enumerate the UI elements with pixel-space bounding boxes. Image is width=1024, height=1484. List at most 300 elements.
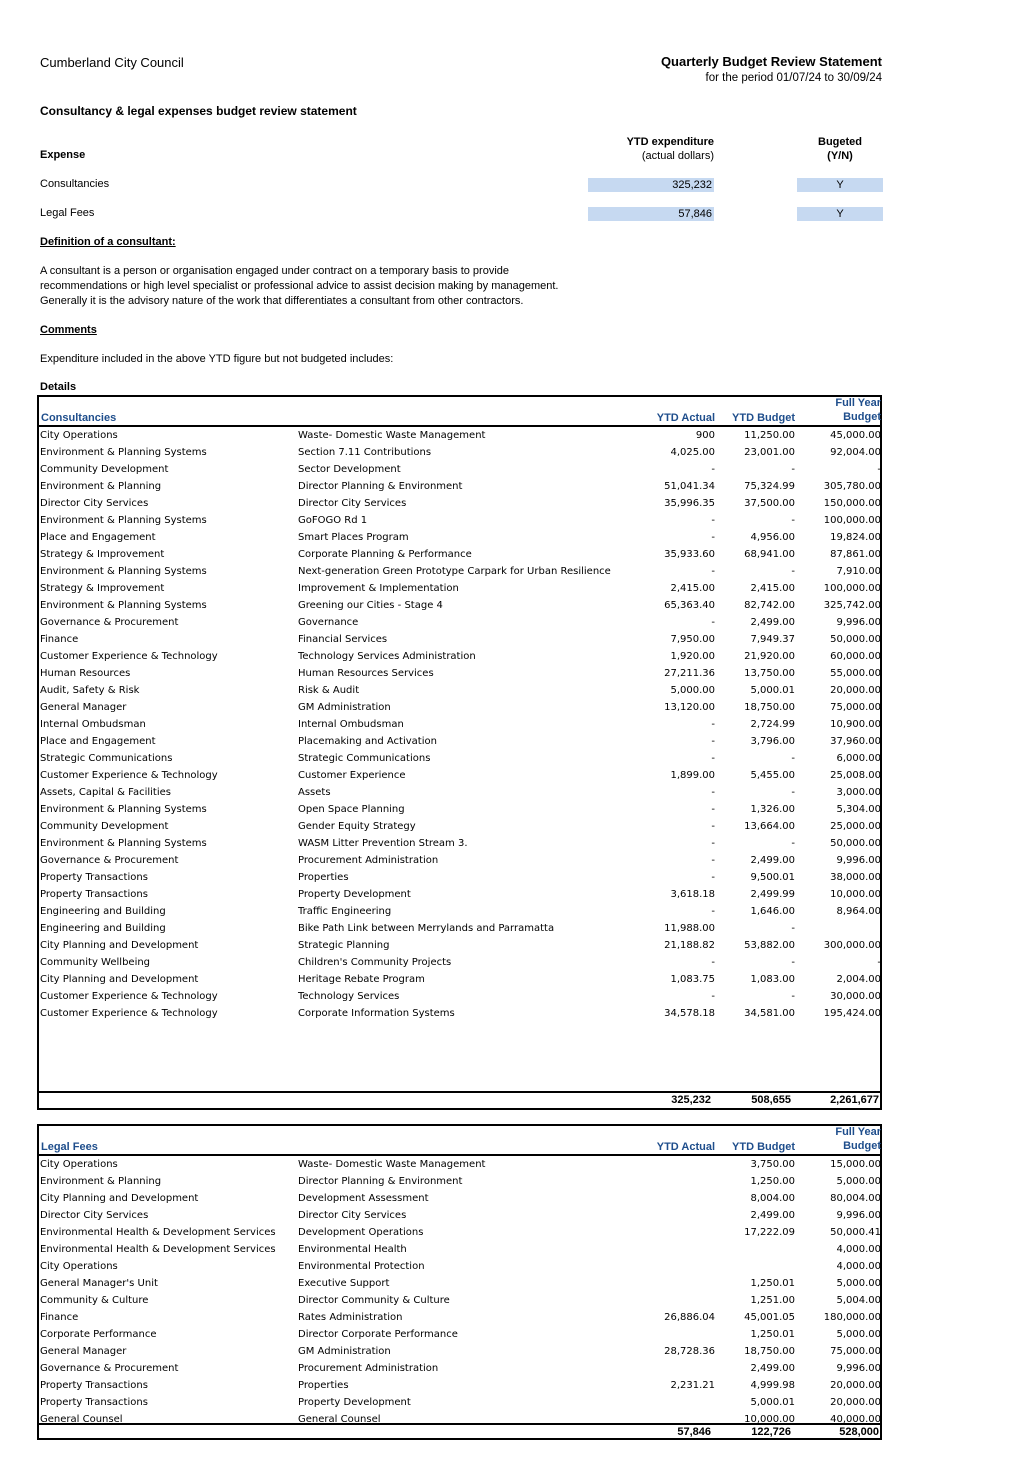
cell-full-year-budget: 87,861.00 <box>830 549 881 560</box>
cell-ytd-actual: - <box>711 736 715 747</box>
cell-ytd-actual: 3,618.18 <box>670 889 715 900</box>
cell-department: City Operations <box>40 1159 118 1170</box>
table-row <box>39 852 880 869</box>
cell-department: Property Transactions <box>40 889 148 900</box>
cell-project: Financial Services <box>298 634 388 645</box>
legal-fees-rows <box>39 1156 880 1428</box>
cell-project: Improvement & Implementation <box>298 583 459 594</box>
cell-ytd-actual: - <box>711 753 715 764</box>
cell-department: Finance <box>40 1312 79 1323</box>
table-row <box>39 1326 880 1343</box>
cell-project: Strategic Planning <box>298 940 390 951</box>
cell-full-year-budget: 9,996.00 <box>836 855 881 866</box>
cell-department: Environmental Health & Development Services <box>40 1244 276 1255</box>
cell-ytd-budget: 5,000.01 <box>750 1397 795 1408</box>
cell-project: Properties <box>298 872 349 883</box>
cell-ytd-budget: 4,956.00 <box>750 532 795 543</box>
cell-ytd-actual: 1,920.00 <box>670 651 715 662</box>
cell-ytd-budget: 13,664.00 <box>744 821 795 832</box>
table-row <box>39 1173 880 1190</box>
cell-project: Director City Services <box>298 1210 407 1221</box>
cell-department: Property Transactions <box>40 1397 148 1408</box>
legal-fees-total-ytd: 57,846 <box>677 1426 711 1438</box>
cell-full-year-budget: 9,996.00 <box>836 1210 881 1221</box>
ytd-actual-header: YTD Actual <box>656 412 715 424</box>
consultancies-table-header <box>39 397 880 427</box>
cell-project: Property Development <box>298 1397 411 1408</box>
table-row <box>39 597 880 614</box>
consultancies-totals-row <box>39 1091 880 1108</box>
cell-ytd-budget: - <box>791 787 795 798</box>
cell-ytd-actual: 1,083.75 <box>670 974 715 985</box>
table-row <box>39 682 880 699</box>
cell-ytd-budget: 1,251.00 <box>750 1295 795 1306</box>
council-name: Cumberland City Council <box>40 55 184 70</box>
cell-ytd-budget: 53,882.00 <box>744 940 795 951</box>
cell-department: General Manager's Unit <box>40 1278 158 1289</box>
cell-ytd-actual: - <box>711 719 715 730</box>
cell-department: Customer Experience & Technology <box>40 1008 218 1019</box>
cell-ytd-budget: 2,499.00 <box>750 617 795 628</box>
table-row <box>39 1005 880 1022</box>
cell-project: Waste- Domestic Waste Management <box>298 1159 486 1170</box>
cell-ytd-actual: 7,950.00 <box>670 634 715 645</box>
cell-full-year-budget: 150,000.00 <box>823 498 881 509</box>
table-row <box>39 1292 880 1309</box>
cell-department: Community & Culture <box>40 1295 149 1306</box>
cell-full-year-budget: 20,000.00 <box>830 1380 881 1391</box>
cell-department: Strategy & Improvement <box>40 583 165 594</box>
cell-ytd-budget: 1,646.00 <box>750 906 795 917</box>
cell-full-year-budget: 305,780.00 <box>823 481 881 492</box>
cell-project: Customer Experience <box>298 770 406 781</box>
cell-full-year-budget: 5,000.00 <box>836 1278 881 1289</box>
cell-project: Director Corporate Performance <box>298 1329 458 1340</box>
cell-ytd-actual: 11,988.00 <box>664 923 715 934</box>
consultancies-table-title: Consultancies <box>41 412 117 424</box>
cell-ytd-budget: 18,750.00 <box>744 702 795 713</box>
table-row <box>39 1360 880 1377</box>
table-row <box>39 614 880 631</box>
cell-ytd-budget: 5,455.00 <box>750 770 795 781</box>
legal-fees-table-title: Legal Fees <box>41 1141 98 1153</box>
cell-ytd-budget: 34,581.00 <box>744 1008 795 1019</box>
full-year-header-line1: Full Year <box>835 1126 881 1138</box>
cell-full-year-budget: 92,004.00 <box>830 447 881 458</box>
cell-ytd-budget: 7,949.37 <box>750 634 795 645</box>
table-row <box>39 529 880 546</box>
cell-ytd-budget: - <box>791 464 795 475</box>
cell-full-year-budget: 4,000.00 <box>836 1261 881 1272</box>
definition-line: Generally it is the advisory nature of the work that differentiates a consultant from other contractors. <box>40 295 524 307</box>
cell-full-year-budget: 7,910.00 <box>836 566 881 577</box>
cell-project: Bike Path Link between Merrylands and Parramatta <box>298 923 555 934</box>
column-divider <box>881 1156 882 1428</box>
legal-fees-total-full: 528,000 <box>839 1426 879 1438</box>
budgeted-header-line2: (Y/N) <box>827 150 853 162</box>
cell-department: Corporate Performance <box>40 1329 157 1340</box>
cell-department: City Operations <box>40 1261 118 1272</box>
cell-full-year-budget: 5,004.00 <box>836 1295 881 1306</box>
cell-full-year-budget: 180,000.00 <box>823 1312 881 1323</box>
cell-department: City Planning and Development <box>40 1193 199 1204</box>
cell-department: Governance & Procurement <box>40 617 179 628</box>
cell-ytd-actual: 34,578.18 <box>664 1008 715 1019</box>
cell-department: Strategic Communications <box>40 753 173 764</box>
table-row <box>39 1258 880 1275</box>
cell-full-year-budget: 5,000.00 <box>836 1329 881 1340</box>
cell-full-year-budget: 80,004.00 <box>830 1193 881 1204</box>
cell-project: Properties <box>298 1380 349 1391</box>
cell-full-year-budget: 9,996.00 <box>836 617 881 628</box>
cell-ytd-actual: 2,231.21 <box>670 1380 715 1391</box>
table-row <box>39 1377 880 1394</box>
comments-title: Comments <box>40 324 97 336</box>
ytd-budget-header: YTD Budget <box>732 412 795 424</box>
cell-department: Property Transactions <box>40 872 148 883</box>
cell-ytd-budget: 1,250.00 <box>750 1176 795 1187</box>
cell-ytd-actual: 65,363.40 <box>664 600 715 611</box>
cell-ytd-actual: 2,415.00 <box>670 583 715 594</box>
cell-ytd-actual: - <box>711 804 715 815</box>
cell-project: Technology Services <box>298 991 400 1002</box>
ytd-budget-header: YTD Budget <box>732 1141 795 1153</box>
cell-department: Governance & Procurement <box>40 855 179 866</box>
table-row <box>39 716 880 733</box>
table-row <box>39 937 880 954</box>
cell-department: Environment & Planning Systems <box>40 447 207 458</box>
table-row <box>39 427 880 444</box>
cell-full-year-budget: 55,000.00 <box>830 668 881 679</box>
cell-full-year-budget: 50,000.41 <box>830 1227 881 1238</box>
cell-project: Director City Services <box>298 498 407 509</box>
cell-full-year-budget: 5,000.00 <box>836 1176 881 1187</box>
cell-project: Waste- Domestic Waste Management <box>298 430 486 441</box>
cell-department: Property Transactions <box>40 1380 148 1391</box>
cell-full-year-budget: 195,424.00 <box>823 1008 881 1019</box>
cell-ytd-budget: 10,000.00 <box>744 1414 795 1425</box>
cell-ytd-budget: 2,499.99 <box>750 889 795 900</box>
cell-ytd-actual: 51,041.34 <box>664 481 715 492</box>
cell-ytd-actual: 35,933.60 <box>664 549 715 560</box>
legal-fees-table <box>37 1124 882 1440</box>
cell-ytd-budget: 2,724.99 <box>750 719 795 730</box>
cell-department: City Planning and Development <box>40 940 199 951</box>
cell-project: Smart Places Program <box>298 532 409 543</box>
table-row <box>39 750 880 767</box>
cell-full-year-budget: 100,000.00 <box>823 515 881 526</box>
cell-project: Gender Equity Strategy <box>298 821 416 832</box>
table-row <box>39 988 880 1005</box>
cell-project: Open Space Planning <box>298 804 405 815</box>
table-row <box>39 699 880 716</box>
table-row <box>39 665 880 682</box>
cell-department: Place and Engagement <box>40 532 156 543</box>
cell-department: Environment & Planning <box>40 481 162 492</box>
cell-ytd-actual: - <box>711 464 715 475</box>
table-row <box>39 563 880 580</box>
legal-fees-table-header <box>39 1126 880 1156</box>
cell-project: Strategic Communications <box>298 753 431 764</box>
cell-full-year-budget: 75,000.00 <box>830 702 881 713</box>
table-row <box>39 1224 880 1241</box>
legal-fees-totals-row <box>39 1423 880 1440</box>
cell-project: Director Community & Culture <box>298 1295 450 1306</box>
cell-ytd-budget: 75,324.99 <box>744 481 795 492</box>
cell-full-year-budget: 325,742.00 <box>823 600 881 611</box>
summary-label-legal-fees: Legal Fees <box>40 207 95 219</box>
full-year-budget-header <box>809 396 881 424</box>
cell-project: Executive Support <box>298 1278 390 1289</box>
cell-ytd-budget: 3,796.00 <box>750 736 795 747</box>
cell-ytd-actual: 5,000.00 <box>670 685 715 696</box>
cell-project: Traffic Engineering <box>298 906 392 917</box>
cell-full-year-budget: 3,000.00 <box>836 787 881 798</box>
cell-full-year-budget: 4,000.00 <box>836 1244 881 1255</box>
cell-full-year-budget: 60,000.00 <box>830 651 881 662</box>
cell-department: Community Development <box>40 821 169 832</box>
cell-full-year-budget: 37,960.00 <box>830 736 881 747</box>
table-row <box>39 512 880 529</box>
cell-ytd-budget: - <box>791 753 795 764</box>
cell-project: Section 7.11 Contributions <box>298 447 432 458</box>
cell-project: Internal Ombudsman <box>298 719 404 730</box>
cell-project: Greening our Cities - Stage 4 <box>298 600 443 611</box>
cell-ytd-actual: - <box>711 532 715 543</box>
cell-department: Director City Services <box>40 1210 149 1221</box>
cell-ytd-budget: 2,499.00 <box>750 1210 795 1221</box>
cell-project: Human Resources Services <box>298 668 434 679</box>
table-row <box>39 886 880 903</box>
cell-full-year-budget: 8,964.00 <box>836 906 881 917</box>
definition-line: recommendations or high level specialist or professional advice to assist decision making by management. <box>40 280 559 292</box>
cell-ytd-budget: 17,222.09 <box>744 1227 795 1238</box>
cell-ytd-actual: 28,728.36 <box>664 1346 715 1357</box>
summary-ytd-legal-fees: 57,846 <box>588 207 714 221</box>
cell-full-year-budget: 100,000.00 <box>823 583 881 594</box>
cell-ytd-budget: - <box>791 991 795 1002</box>
cell-project: GM Administration <box>298 702 391 713</box>
full-year-header-line2: Budget <box>843 1140 881 1152</box>
cell-project: Procurement Administration <box>298 855 439 866</box>
cell-ytd-budget: 1,250.01 <box>750 1329 795 1340</box>
cell-department: Environment & Planning <box>40 1176 162 1187</box>
cell-ytd-budget: 2,499.00 <box>750 855 795 866</box>
cell-full-year-budget: - <box>877 464 881 475</box>
cell-ytd-budget: 18,750.00 <box>744 1346 795 1357</box>
cell-ytd-budget: 4,999.98 <box>750 1380 795 1391</box>
definition-title: Definition of a consultant: <box>40 236 176 248</box>
cell-ytd-budget: 1,326.00 <box>750 804 795 815</box>
full-year-header-line1: Full Year <box>835 397 881 409</box>
cell-ytd-actual: - <box>711 991 715 1002</box>
cell-full-year-budget: 9,996.00 <box>836 1363 881 1374</box>
table-row <box>39 784 880 801</box>
cell-project: Corporate Planning & Performance <box>298 549 472 560</box>
table-row <box>39 461 880 478</box>
ytd-expenditure-header <box>588 135 714 163</box>
section-title: Consultancy & legal expenses budget review statement <box>40 104 357 118</box>
cell-department: Environment & Planning Systems <box>40 515 207 526</box>
cell-department: Community Development <box>40 464 169 475</box>
cell-project: Risk & Audit <box>298 685 360 696</box>
table-row <box>39 767 880 784</box>
cell-department: Environment & Planning Systems <box>40 600 207 611</box>
cell-full-year-budget: 50,000.00 <box>830 838 881 849</box>
cell-project: Technology Services Administration <box>298 651 476 662</box>
expense-column-header: Expense <box>40 149 86 161</box>
cell-ytd-actual: 4,025.00 <box>670 447 715 458</box>
cell-project: Rates Administration <box>298 1312 403 1323</box>
cell-project: Next-generation Green Prototype Carpark for Urban Resilience <box>298 566 611 577</box>
cell-project: Assets <box>298 787 331 798</box>
comments-text: Expenditure included in the above YTD figure but not budgeted includes: <box>40 353 394 365</box>
cell-project: Environmental Protection <box>298 1261 425 1272</box>
column-divider <box>881 427 882 1093</box>
cell-full-year-budget: 25,008.00 <box>830 770 881 781</box>
cell-department: Community Wellbeing <box>40 957 151 968</box>
cell-ytd-budget: 13,750.00 <box>744 668 795 679</box>
cell-ytd-budget: - <box>791 957 795 968</box>
cell-project: Procurement Administration <box>298 1363 439 1374</box>
table-row <box>39 1309 880 1326</box>
definition-text <box>40 264 600 309</box>
table-row <box>39 1156 880 1173</box>
cell-department: City Planning and Development <box>40 974 199 985</box>
cell-project: Placemaking and Activation <box>298 736 437 747</box>
statement-header <box>661 54 882 84</box>
cell-full-year-budget: 19,824.00 <box>830 532 881 543</box>
table-row <box>39 1190 880 1207</box>
full-year-header-line2: Budget <box>843 411 881 423</box>
cell-department: General Counsel <box>40 1414 123 1425</box>
cell-full-year-budget: 40,000.00 <box>830 1414 881 1425</box>
cell-ytd-actual: - <box>711 872 715 883</box>
cell-department: Customer Experience & Technology <box>40 770 218 781</box>
cell-department: Internal Ombudsman <box>40 719 146 730</box>
cell-department: Governance & Procurement <box>40 1363 179 1374</box>
cell-project: Property Development <box>298 889 411 900</box>
cell-full-year-budget: - <box>877 957 881 968</box>
table-row <box>39 1275 880 1292</box>
ytd-actual-header: YTD Actual <box>656 1141 715 1153</box>
cell-project: Development Assessment <box>298 1193 429 1204</box>
summary-budgeted-consultancies: Y <box>797 178 883 192</box>
cell-department: General Manager <box>40 1346 127 1357</box>
cell-ytd-budget: 9,500.01 <box>750 872 795 883</box>
table-row <box>39 631 880 648</box>
statement-title: Quarterly Budget Review Statement <box>660 54 882 69</box>
cell-ytd-actual: 1,899.00 <box>670 770 715 781</box>
cell-project: Corporate Information Systems <box>298 1008 455 1019</box>
cell-ytd-budget: 1,250.01 <box>750 1278 795 1289</box>
cell-department: Assets, Capital & Facilities <box>40 787 171 798</box>
cell-ytd-actual: 900 <box>695 430 715 441</box>
summary-label-consultancies: Consultancies <box>40 178 110 190</box>
table-row <box>39 1394 880 1411</box>
cell-ytd-budget: 3,750.00 <box>750 1159 795 1170</box>
cell-ytd-budget: 45,001.05 <box>744 1312 795 1323</box>
cell-ytd-budget: 2,415.00 <box>750 583 795 594</box>
table-row <box>39 1241 880 1258</box>
cell-ytd-actual: 35,996.35 <box>664 498 715 509</box>
ytd-header-line1: YTD expenditure <box>626 136 714 148</box>
cell-department: Environment & Planning Systems <box>40 566 207 577</box>
cell-department: Environment & Planning Systems <box>40 804 207 815</box>
cell-ytd-actual: 27,211.36 <box>664 668 715 679</box>
cell-project: Children's Community Projects <box>298 957 452 968</box>
cell-full-year-budget: 10,900.00 <box>830 719 881 730</box>
cell-full-year-budget: 5,304.00 <box>836 804 881 815</box>
cell-department: Director City Services <box>40 498 149 509</box>
cell-ytd-actual: - <box>711 515 715 526</box>
cell-department: Finance <box>40 634 79 645</box>
cell-project: Director Planning & Environment <box>298 481 463 492</box>
cell-department: Environment & Planning Systems <box>40 838 207 849</box>
full-year-budget-header <box>809 1125 881 1153</box>
cell-full-year-budget: 300,000.00 <box>823 940 881 951</box>
cell-ytd-budget: 2,499.00 <box>750 1363 795 1374</box>
cell-ytd-budget: 21,920.00 <box>744 651 795 662</box>
table-row <box>39 495 880 512</box>
cell-project: WASM Litter Prevention Stream 3. <box>298 838 468 849</box>
statement-period: for the period 01/07/24 to 30/09/24 <box>705 72 882 84</box>
ytd-header-line2: (actual dollars) <box>641 150 714 162</box>
cell-department: Engineering and Building <box>40 923 166 934</box>
table-row <box>39 920 880 937</box>
cell-ytd-budget: 11,250.00 <box>744 430 795 441</box>
cell-ytd-actual: - <box>711 838 715 849</box>
cell-ytd-budget: 23,001.00 <box>744 447 795 458</box>
cell-full-year-budget: 15,000.00 <box>830 1159 881 1170</box>
cell-department: Customer Experience & Technology <box>40 651 218 662</box>
cell-ytd-actual: - <box>711 855 715 866</box>
cell-ytd-actual: - <box>711 787 715 798</box>
cell-department: Place and Engagement <box>40 736 156 747</box>
cell-department: Audit, Safety & Risk <box>40 685 140 696</box>
cell-department: Environmental Health & Development Services <box>40 1227 276 1238</box>
cell-department: Human Resources <box>40 668 131 679</box>
table-row <box>39 648 880 665</box>
cell-ytd-budget: - <box>791 838 795 849</box>
table-row <box>39 971 880 988</box>
cell-project: Governance <box>298 617 359 628</box>
cell-ytd-budget: 1,083.00 <box>750 974 795 985</box>
table-row <box>39 801 880 818</box>
cell-project: General Counsel <box>298 1414 381 1425</box>
cell-ytd-budget: 5,000.01 <box>750 685 795 696</box>
cell-project: Development Operations <box>298 1227 424 1238</box>
cell-ytd-actual: 21,188.82 <box>664 940 715 951</box>
consultancies-total-budget: 508,655 <box>751 1094 791 1106</box>
cell-department: Engineering and Building <box>40 906 166 917</box>
consultancies-table <box>37 395 882 1110</box>
cell-project: Environmental Health <box>298 1244 407 1255</box>
cell-project: GM Administration <box>298 1346 391 1357</box>
cell-full-year-budget: 45,000.00 <box>830 430 881 441</box>
cell-ytd-actual: 26,886.04 <box>664 1312 715 1323</box>
cell-full-year-budget: 38,000.00 <box>830 872 881 883</box>
table-row <box>39 903 880 920</box>
cell-ytd-actual: - <box>711 957 715 968</box>
table-row <box>39 954 880 971</box>
cell-project: Heritage Rebate Program <box>298 974 425 985</box>
table-row <box>39 546 880 563</box>
cell-full-year-budget: 20,000.00 <box>830 685 881 696</box>
table-row <box>39 869 880 886</box>
cell-ytd-budget: - <box>791 515 795 526</box>
details-title: Details <box>40 381 77 393</box>
